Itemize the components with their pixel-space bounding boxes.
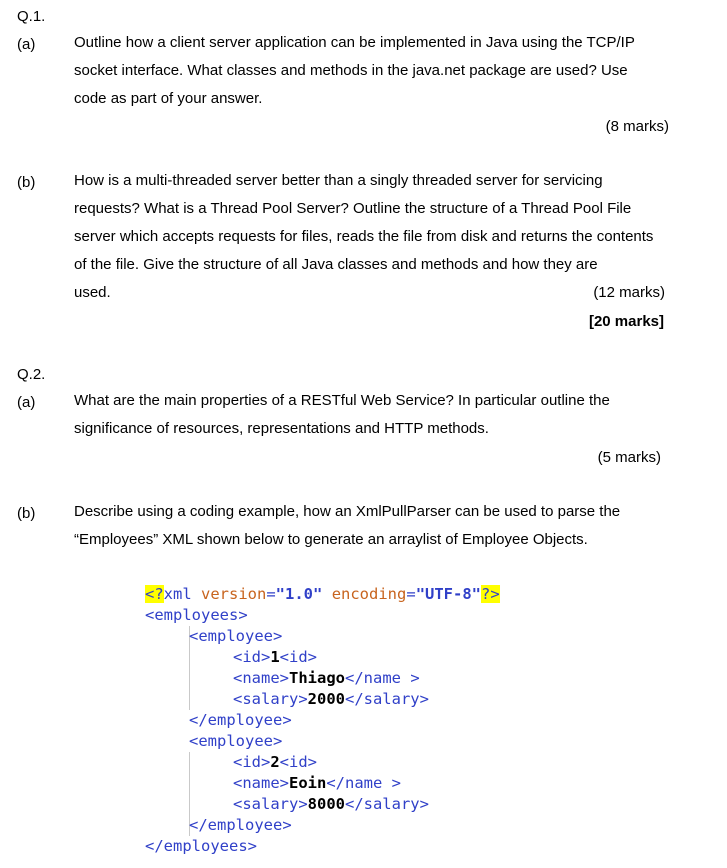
question-1-number: Q.1. <box>17 8 46 25</box>
id-line <box>233 752 317 773</box>
q1-part-a-text <box>74 29 714 113</box>
employee-open-tag: <employee> <box>189 732 283 750</box>
id-close-tag: <id> <box>279 753 317 771</box>
attr-encoding: encoding <box>331 585 407 603</box>
text-line: “Employees” XML shown below to generate an arraylist of Employee Objects. <box>74 531 588 548</box>
equals: = <box>266 585 276 603</box>
name-line <box>233 668 420 689</box>
encoding-value: "UTF-8" <box>415 585 482 603</box>
salary-line <box>233 689 429 710</box>
salary-close-tag: </salary> <box>344 795 429 813</box>
salary-line <box>233 794 429 815</box>
name-line <box>233 773 401 794</box>
equals: = <box>406 585 416 603</box>
id-open-tag: <id> <box>233 648 271 666</box>
id-open-tag: <id> <box>233 753 271 771</box>
salary-open-tag: <salary> <box>233 795 308 813</box>
xml-declaration-line <box>145 584 500 605</box>
salary-close-tag: </salary> <box>344 690 429 708</box>
question-2-number: Q.2. <box>17 366 46 383</box>
employee-close-tag: </employee> <box>189 816 292 834</box>
name-value: Thiago <box>289 669 345 687</box>
employees-close-tag: </employees> <box>145 837 257 855</box>
id-line <box>233 647 317 668</box>
pi-close: ?> <box>481 585 500 603</box>
text-line: significance of resources, representations and HTTP methods. <box>74 420 489 437</box>
name-close-tag: </name > <box>345 669 420 687</box>
q1-part-a-marks: (8 marks) <box>605 118 669 135</box>
text-line: server which accepts requests for files, reads the file from disk and returns the contents <box>74 228 654 245</box>
text-line: What are the main properties of a RESTful Web Service? In particular outline the <box>74 392 610 409</box>
version-value: "1.0" <box>275 585 323 603</box>
salary-open-tag: <salary> <box>233 690 308 708</box>
name-open-tag: <name> <box>233 669 289 687</box>
text-line: of the file. Give the structure of all Java classes and methods and how they are <box>74 256 598 273</box>
text-line: requests? What is a Thread Pool Server? Outline the structure of a Thread Pool File <box>74 200 632 217</box>
q2-part-b-text <box>74 498 714 554</box>
employee-open-tag: <employee> <box>189 627 283 645</box>
text-line: How is a multi-threaded server better than a singly threaded server for servicing <box>74 172 603 189</box>
id-close-tag: <id> <box>279 648 317 666</box>
salary-value: 8000 <box>307 795 345 813</box>
employee-close-tag: </employee> <box>189 711 292 729</box>
q2-part-a-marks: (5 marks) <box>597 449 661 466</box>
text-line: used. <box>74 284 111 301</box>
q1-part-b-marks: (12 marks) <box>593 284 665 301</box>
pi-name: xml <box>163 585 201 603</box>
name-value: Eoin <box>289 774 327 792</box>
id-value: 2 <box>270 753 280 771</box>
id-value: 1 <box>270 648 280 666</box>
name-open-tag: <name> <box>233 774 289 792</box>
q2-part-a-label: (a) <box>17 394 36 411</box>
text-line: socket interface. What classes and methods in the java.net package are used? Use <box>74 62 628 79</box>
pi-open: <? <box>145 585 164 603</box>
q1-part-a-label: (a) <box>17 36 36 53</box>
q2-part-b-label: (b) <box>17 505 36 522</box>
salary-value: 2000 <box>307 690 345 708</box>
q1-part-b-label: (b) <box>17 174 36 191</box>
attr-version: version <box>201 585 267 603</box>
q1-total-marks: [20 marks] <box>588 313 664 330</box>
text-line: Outline how a client server application can be implemented in Java using the TCP/IP <box>74 34 635 51</box>
text-line: code as part of your answer. <box>74 90 263 107</box>
text-line: Describe using a coding example, how an XmlPullParser can be used to parse the <box>74 503 621 520</box>
employees-open-tag: <employees> <box>145 606 248 624</box>
q2-part-a-text <box>74 387 714 443</box>
name-close-tag: </name > <box>326 774 401 792</box>
